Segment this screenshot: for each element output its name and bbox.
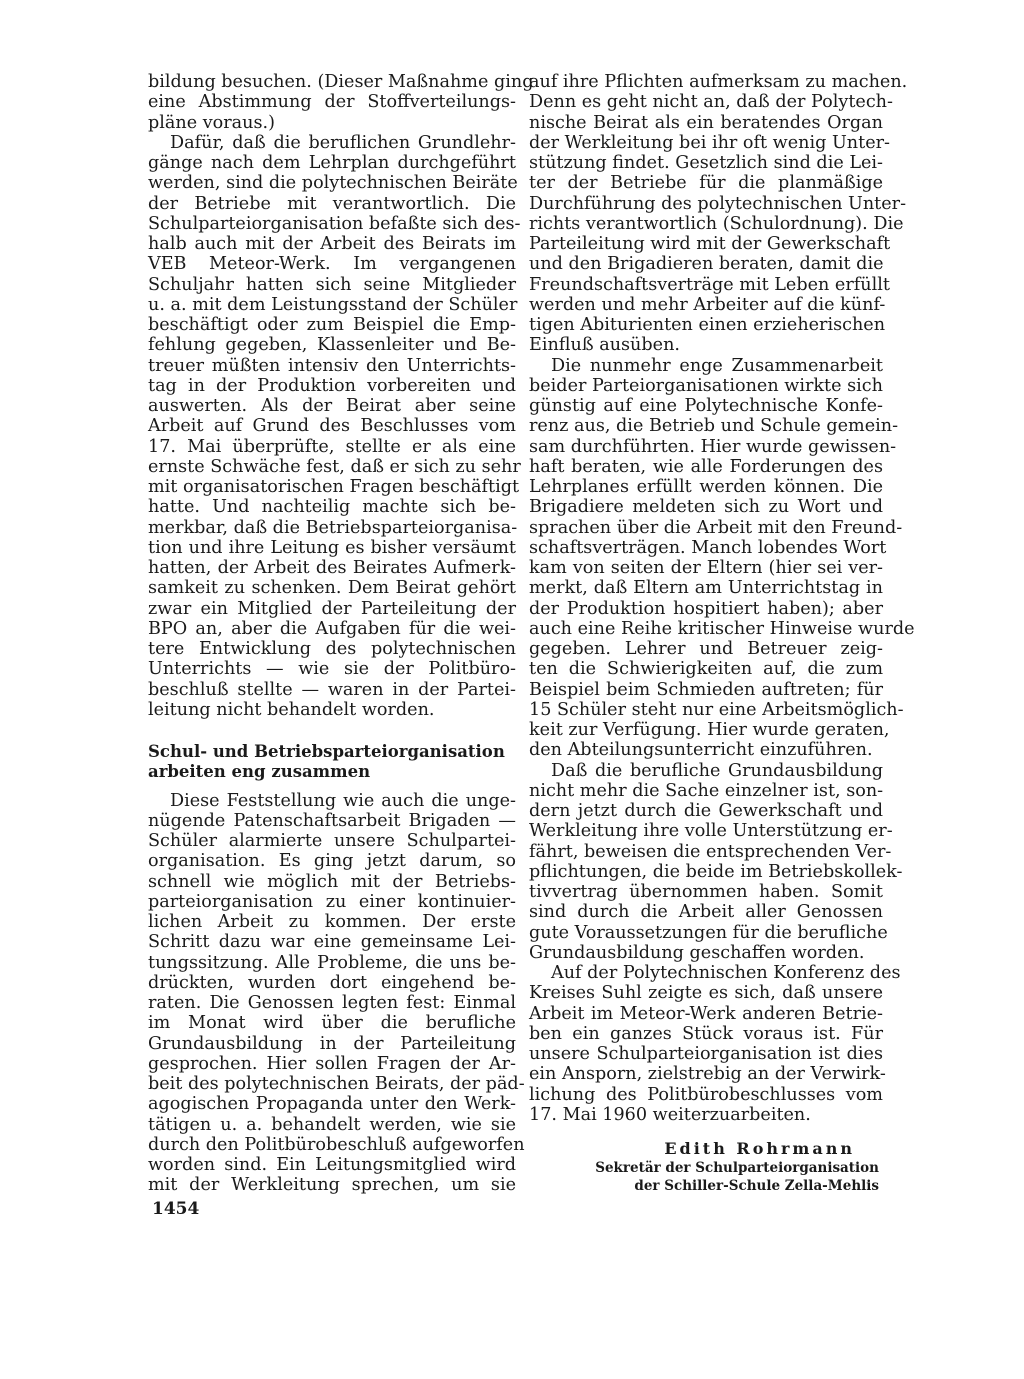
spacer xyxy=(148,720,516,742)
text-line: den Abteilungsunterricht einzuführen. xyxy=(529,740,873,761)
text-line: VEB Meteor-Werk. Im vergangenen xyxy=(148,254,516,275)
text-line: beschäftigt oder zum Beispiel die Emp- xyxy=(148,315,516,335)
text-line: günstig auf eine Polytechnische Konfe- xyxy=(529,396,883,416)
text-line: tion und ihre Leitung es bisher versäumt xyxy=(148,537,516,558)
text-line: richts verantwortlich (Schulordnung). Die xyxy=(529,213,904,234)
text-line: nicht mehr die Sache einzelner ist, son- xyxy=(529,780,884,801)
text-line: gegeben. Lehrer und Betreuer zeig- xyxy=(529,639,883,659)
text-line: drückten, wurden dort eingehend be- xyxy=(148,972,516,993)
text-line: Unterrichts — wie sie der Politbüro- xyxy=(148,659,516,680)
text-line: Die nunmehr enge Zusammenarbeit xyxy=(551,355,883,376)
text-line: Durchführung des polytechnischen Unter- xyxy=(529,193,907,214)
text-line: mit der Werkleitung sprechen, um sie xyxy=(148,1175,516,1196)
paragraph xyxy=(148,72,534,133)
text-line: 15 Schüler steht nur eine Arbeitsmöglich- xyxy=(529,699,904,720)
text-line: Werkleitung ihre volle Unterstützung er- xyxy=(529,821,893,842)
text-line: im Monat wird über die berufliche xyxy=(148,1013,516,1034)
text-line: stützung findet. Gesetzlich sind die Lei- xyxy=(529,153,883,173)
text-line: arbeiten eng zusammen xyxy=(148,762,371,782)
text-line: Schulparteiorganisation befaßte sich des- xyxy=(148,213,521,234)
text-line: agogischen Propaganda unter den Werk- xyxy=(148,1094,516,1115)
paragraph xyxy=(529,72,908,356)
paragraph xyxy=(148,132,521,720)
text-line: pläne voraus.) xyxy=(148,112,275,133)
signature-role-line2: der Schiller-Schule Zella-Mehlis xyxy=(634,1178,879,1195)
text-line: lichung des Politbürobeschlusses vom xyxy=(529,1084,883,1105)
text-line: Schul- und Betriebsparteiorganisation xyxy=(148,742,505,761)
text-line: beit des polytechnischen Beirats, der päd- xyxy=(148,1074,525,1094)
text-line: samkeit zu schenken. Dem Beirat gehört xyxy=(148,578,516,599)
text-line: organisation. Es ging jetzt darum, so xyxy=(148,851,516,872)
text-line: unsere Schulparteiorganisation ist dies xyxy=(529,1044,883,1064)
text-line: der Werkleitung bei ihr oft wenig Unter- xyxy=(529,132,890,153)
text-line: Schritt dazu war eine gemeinsame Lei- xyxy=(148,932,516,953)
text-line: tivvertrag übernommen haben. Somit xyxy=(529,882,883,902)
text-line: ernste Schwäche fest, daß er sich zu sehr xyxy=(148,456,521,477)
text-line: tere Entwicklung des polytechnischen xyxy=(148,639,516,659)
text-line: halb auch mit der Arbeit des Beirats im xyxy=(148,234,516,254)
text-line: Grundausbildung in der Parteileitung xyxy=(148,1033,516,1054)
text-line: parteiorganisation zu einer kontinuier- xyxy=(148,891,516,912)
text-line: Schuljahr hatten sich seine Mitglieder xyxy=(148,274,516,295)
text-line: schnell wie möglich mit der Betriebs- xyxy=(148,871,516,892)
text-line: lichen Arbeit zu kommen. Der erste xyxy=(148,912,516,932)
spacer xyxy=(148,783,516,791)
text-line: tätigen u. a. behandelt werden, wie sie xyxy=(148,1114,516,1135)
paragraph xyxy=(529,760,903,964)
text-line: und den Brigadieren beraten, damit die xyxy=(529,254,884,275)
text-line: ter der Betriebe für die planmäßige xyxy=(529,173,883,194)
text-line: worden sind. Ein Leitungsmitglied wird xyxy=(148,1155,516,1175)
text-line: nische Beirat als ein beratendes Organ xyxy=(529,112,883,133)
text-line: schaftsverträgen. Manch lobendes Wort xyxy=(529,537,887,558)
text-line: Freundschaftsverträge mit Leben erfüllt xyxy=(529,274,890,295)
text-line: gute Voraussetzungen für die berufliche xyxy=(529,922,888,943)
text-line: hatte. Und nachteilig machte sich be- xyxy=(148,497,516,518)
text-line: Auf der Polytechnischen Konferenz des xyxy=(551,963,901,983)
text-line: sind durch die Arbeit aller Genossen xyxy=(529,902,883,923)
text-line: treuer müßten intensiv den Unterrichts- xyxy=(148,355,516,376)
right-column xyxy=(529,72,915,1195)
text-line: zwar ein Mitglied der Parteileitung der xyxy=(148,598,516,619)
text-line: renz aus, die Betrieb und Schule gemein- xyxy=(529,416,899,437)
paragraph xyxy=(529,355,915,761)
text-line: tungssitzung. Alle Probleme, die uns be- xyxy=(148,952,516,973)
text-line: Kreises Suhl zeigte es sich, daß unsere xyxy=(529,983,883,1004)
text-line: ben ein ganzes Stück voraus ist. Für xyxy=(529,1023,883,1044)
text-line: Schüler alarmierte unsere Schulpartei- xyxy=(148,831,516,851)
text-line: fährt, beweisen die entsprechenden Ver- xyxy=(529,841,892,862)
text-line: keit zur Verfügung. Hier wurde geraten, xyxy=(529,720,890,740)
page-number: 1454 xyxy=(152,1199,200,1219)
text-line: Denn es geht nicht an, daß der Polytech- xyxy=(529,92,893,113)
text-line: beschluß stellte — waren in der Partei- xyxy=(148,679,516,700)
text-line: beider Parteiorganisationen wirkte sich xyxy=(529,375,883,396)
left-column xyxy=(148,72,534,1196)
text-line: merkbar, daß die Betriebsparteiorganisa- xyxy=(148,517,518,538)
text-line: durch den Politbürobeschluß aufgeworfen xyxy=(148,1134,525,1155)
text-line: Parteileitung wird mit der Gewerkschaft xyxy=(529,234,891,254)
text-line: gesprochen. Hier sollen Fragen der Ar- xyxy=(148,1053,516,1074)
text-line: tag in der Produktion vorbereiten und xyxy=(148,375,516,396)
text-line: Diese Feststellung wie auch die unge- xyxy=(170,790,516,811)
text-line: sam durchführten. Hier wurde gewissen- xyxy=(529,436,897,457)
text-line: werden, sind die polytechnischen Beiräte xyxy=(148,173,518,194)
text-line: leitung nicht behandelt worden. xyxy=(148,699,435,720)
text-line: auch eine Reihe kritischer Hinweise wurde xyxy=(529,618,915,639)
text-line: bildung besuchen. (Dieser Maßnahme ging xyxy=(148,72,534,92)
text-line: dern jetzt durch die Gewerkschaft und xyxy=(529,801,883,821)
signature-role-line1: Sekretär der Schulparteiorganisation xyxy=(595,1160,879,1177)
text-line: pflichtungen, die beide im Betriebskollek- xyxy=(529,861,903,882)
text-line: BPO an, aber die Aufgaben für die wei- xyxy=(148,618,516,639)
paragraph xyxy=(529,963,901,1125)
text-line: Grundausbildung geschaffen worden. xyxy=(529,942,865,963)
text-line: Einfluß ausüben. xyxy=(529,335,680,356)
signature-name: Edith Rohrmann xyxy=(664,1139,855,1158)
text-line: Beispiel beim Schmieden auftreten; für xyxy=(529,679,883,700)
text-line: Lehrplanes erfüllt werden können. Die xyxy=(529,477,883,497)
text-line: auf ihre Pflichten aufmerksam zu machen. xyxy=(529,72,908,92)
text-line: 17. Mai überprüfte, stellte er als eine xyxy=(148,436,516,457)
text-line: Brigadiere meldeten sich zu Wort und xyxy=(529,497,883,518)
text-line: Arbeit im Meteor-Werk anderen Betrie- xyxy=(529,1003,883,1024)
text-line: mit organisatorischen Fragen beschäftigt xyxy=(148,477,520,497)
text-line: eine Abstimmung der Stoffverteilungs- xyxy=(148,92,516,113)
text-line: Daß die berufliche Grundausbildung xyxy=(551,760,883,781)
text-line: haft beraten, wie alle Forderungen des xyxy=(529,456,883,477)
text-line: raten. Die Genossen legten fest: Einmal xyxy=(148,993,516,1013)
text-line: hatten, der Arbeit des Beirates Aufmerk- xyxy=(148,558,516,578)
text-line: 17. Mai 1960 weiterzuarbeiten. xyxy=(529,1104,811,1125)
text-line: werden und mehr Arbeiter auf die künf- xyxy=(529,294,886,315)
text-line: sprachen über die Arbeit mit den Freund- xyxy=(529,517,903,538)
text-line: ein Ansporn, zielstrebig an der Verwirk- xyxy=(529,1064,886,1085)
text-line: tigen Abiturienten einen erzieherischen xyxy=(529,315,886,335)
text-line: kam von seiten der Eltern (hier sei ver- xyxy=(529,558,883,578)
text-line: u. a. mit dem Leistungsstand der Schüler xyxy=(148,294,518,315)
text-line: der Produktion hospitiert haben); aber xyxy=(529,598,883,619)
text-line: auswerten. Als der Beirat aber seine xyxy=(148,396,516,416)
text-line: merkt, daß Eltern am Unterrichtstag in xyxy=(529,578,883,599)
text-line: ten die Schwierigkeiten auf, die zum xyxy=(529,659,883,680)
text-line: Arbeit auf Grund des Beschlusses vom xyxy=(148,416,516,437)
section-heading xyxy=(148,742,516,783)
paragraph xyxy=(148,790,525,1196)
text-line: fehlung gegeben, Klassenleiter und Be- xyxy=(148,335,516,356)
text-line: nügende Patenschaftsarbeit Brigaden — xyxy=(148,810,516,831)
text-line: gänge nach dem Lehrplan durchgeführt xyxy=(148,153,516,173)
text-line: Dafür, daß die beruflichen Grundlehr- xyxy=(170,132,516,153)
text-line: der Betriebe mit verantwortlich. Die xyxy=(148,193,516,214)
